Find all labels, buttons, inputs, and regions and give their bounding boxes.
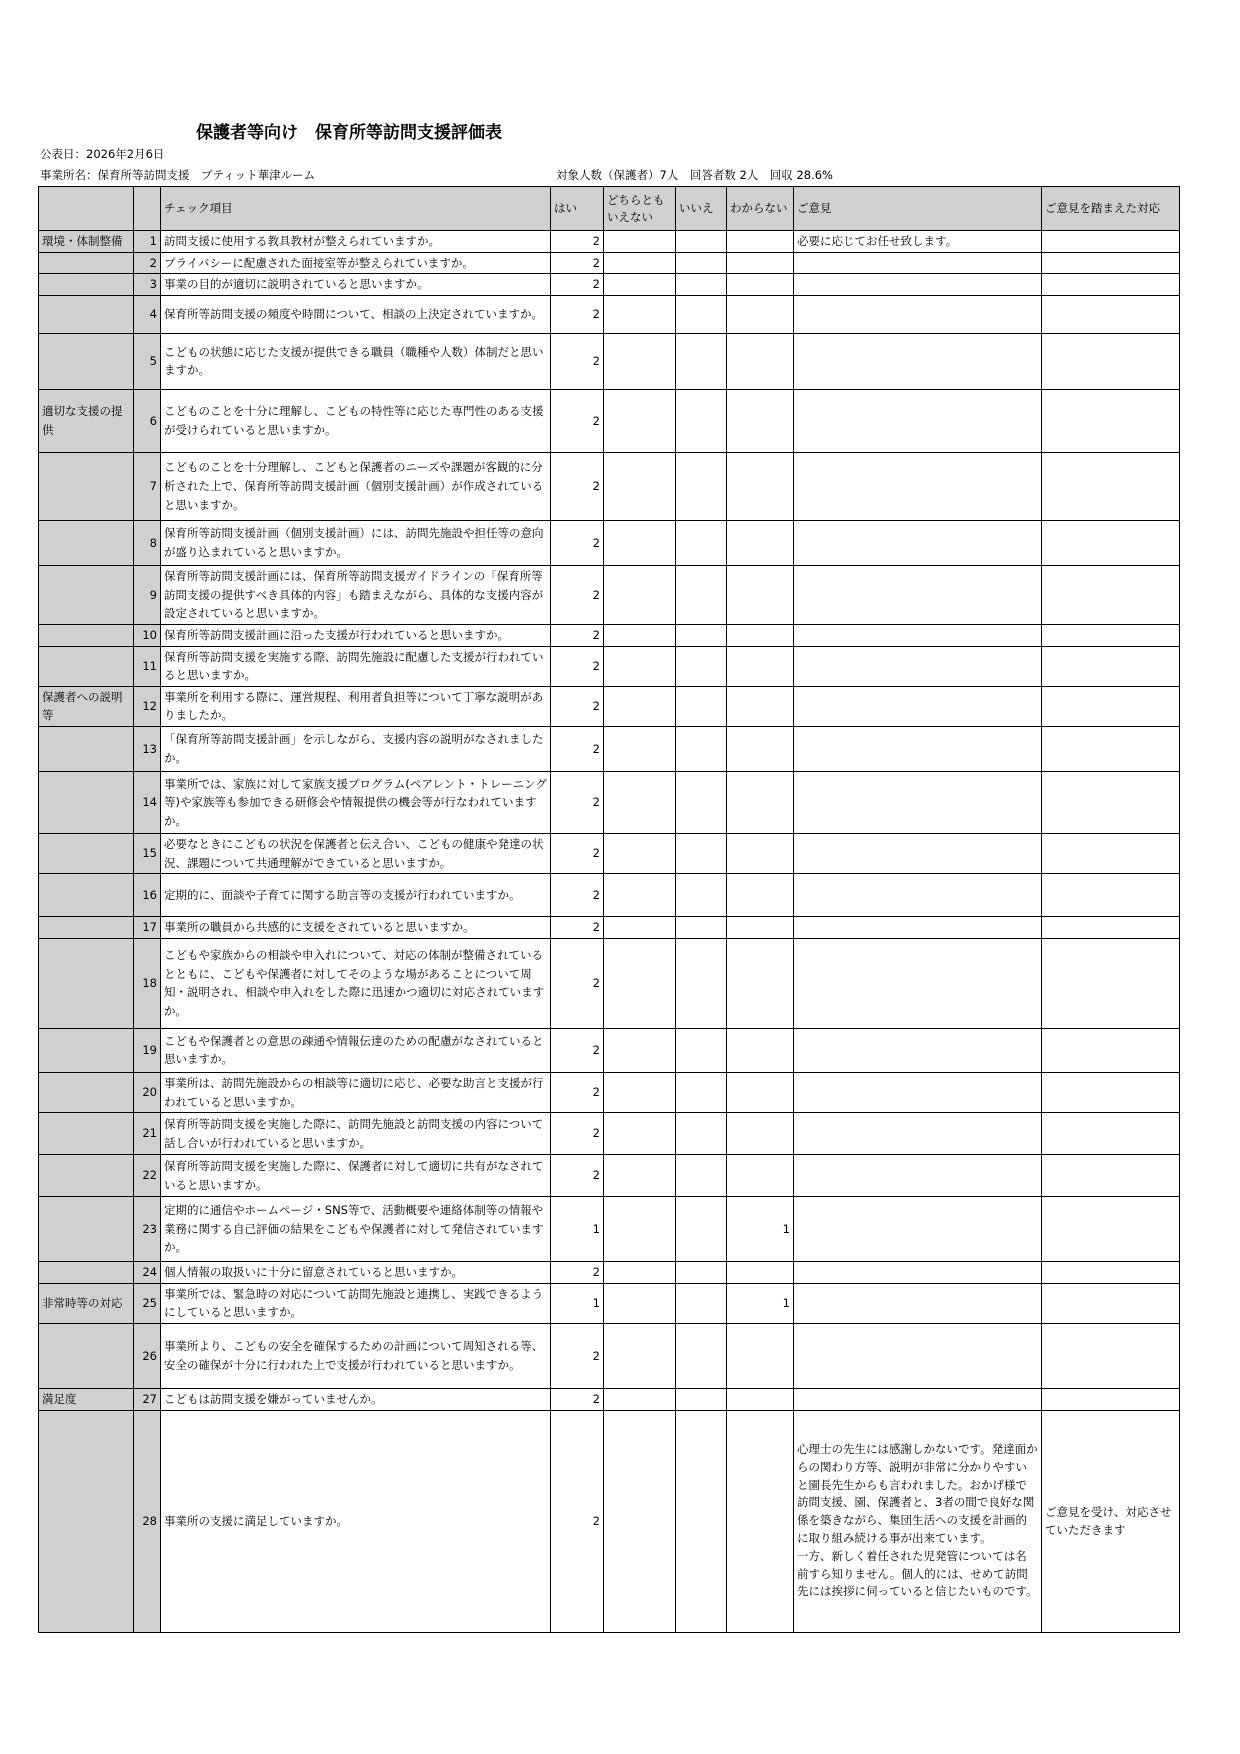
no-count [676,1113,727,1155]
publication-date: 公表日：2026年2月6日 [40,147,165,161]
opinion-text [794,1283,1042,1323]
no-count [676,274,727,296]
table-row [39,1197,1180,1262]
yes-count: 2 [551,1113,604,1155]
yes-count: 1 [551,1197,604,1262]
response-text [1042,252,1180,274]
opinion-text [794,565,1042,624]
neutral-count [604,917,676,939]
no-count [676,389,727,452]
neutral-count [604,624,676,646]
category-cell [39,1028,134,1072]
yes-count: 2 [551,938,604,1028]
yes-count: 2 [551,1262,604,1284]
no-count [676,231,727,253]
item-number: 22 [134,1155,161,1197]
check-item: 訪問支援に使用する教具教材が整えられていますか。 [161,231,551,253]
check-item: こどもは訪問支援を嫌がっていませんか。 [161,1389,551,1411]
response-text [1042,624,1180,646]
check-item: 事業所では、家族に対して家族支援プログラム(ペアレント・トレーニング等)や家族等も参加できる研修会や情報提供の機会等が行なわれていますか。 [161,772,551,834]
response-text [1042,1283,1180,1323]
check-item: こどものことを十分に理解し、こどもの特性等に応じた専門性のある支援が受けられていると思いますか。 [161,389,551,452]
opinion-text [794,1113,1042,1155]
check-item: 保育所等訪問支援計画（個別支援計画）には、訪問先施設や担任等の意向が盛り込まれていると思いますか。 [161,520,551,565]
category-cell [39,917,134,939]
check-item: 事業所を利用する際に、運営規程、利用者負担等について丁寧な説明がありましたか。 [161,686,551,726]
yes-count: 2 [551,1028,604,1072]
check-item: 保育所等訪問支援計画には、保育所等訪問支援ガイドラインの「保育所等訪問支援の提供すべき具体的内容」も踏まえながら、具体的な支援内容が設定されていると思いますか。 [161,565,551,624]
check-item: 保育所等訪問支援の頻度や時間について、相談の上決定されていますか。 [161,295,551,333]
neutral-count [604,1389,676,1411]
opinion-text [794,520,1042,565]
opinion-text: 心理士の先生には感謝しかないです。発達面からの関わり方等、説明が非常に分かりやすいと園長先生からも言われました。おかげ様で訪問支援、園、保護者と、3者の間で良好な関係を築きながら、集団生活への支援を計画的に取り組み続ける事が出来ています。 一方、新しく着任された児発管については名前すら知りません。個人的には、せめて訪問先には挨拶に伺っていると信じたいものです。 [794,1410,1042,1632]
unknown-count [727,686,794,726]
unknown-count [727,1028,794,1072]
category-cell [39,520,134,565]
no-count [676,295,727,333]
unknown-count [727,1155,794,1197]
opinion-text [794,274,1042,296]
table-row [39,917,1180,939]
category-cell [39,565,134,624]
item-number: 4 [134,295,161,333]
table-row [39,1410,1180,1632]
table-row [39,1389,1180,1411]
opinion-text [794,874,1042,917]
opinion-text [794,917,1042,939]
unknown-count [727,389,794,452]
no-count [676,624,727,646]
response-text [1042,686,1180,726]
category-cell [39,1262,134,1284]
category-cell [39,1197,134,1262]
opinion-text [794,1324,1042,1389]
category-cell [39,1113,134,1155]
yes-count: 2 [551,686,604,726]
neutral-count [604,1113,676,1155]
category-cell: 非常時等の対応 [39,1283,134,1323]
item-number: 5 [134,333,161,389]
no-count [676,252,727,274]
no-count [676,1262,727,1284]
neutral-count [604,565,676,624]
yes-count: 2 [551,1410,604,1632]
category-cell: 環境・体制整備 [39,231,134,253]
check-item: 事業の目的が適切に説明されていると思いますか。 [161,274,551,296]
unknown-count [727,727,794,772]
check-item: 事業所の職員から共感的に支援をされていると思いますか。 [161,917,551,939]
opinion-text: 必要に応じてお任せ致します。 [794,231,1042,253]
header-check-item: チェック項目 [161,187,551,231]
no-count [676,772,727,834]
no-count [676,686,727,726]
no-count [676,834,727,874]
category-cell [39,1072,134,1112]
check-item: こどもの状態に応じた支援が提供できる職員（職種や人数）体制だと思いますか。 [161,333,551,389]
check-item: こどもや家族からの相談や申入れについて、対応の体制が整備されているとともに、こどもや保護者に対してそのような場があることについて周知・説明され、相談や申入れをした際に迅速かつ適切に対応されていますか。 [161,938,551,1028]
unknown-count [727,917,794,939]
category-cell [39,274,134,296]
item-number: 15 [134,834,161,874]
response-text [1042,295,1180,333]
no-count [676,1028,727,1072]
check-item: こどものことを十分理解し、こどもと保護者のニーズや課題が客観的に分析された上で、保育所等訪問支援計画（個別支援計画）が作成されていると思いますか。 [161,452,551,520]
office-name: 事業所名：保育所等訪問支援 プティット華津ルーム [40,168,316,182]
table-row [39,1262,1180,1284]
category-cell: 満足度 [39,1389,134,1411]
neutral-count [604,1197,676,1262]
opinion-text [794,646,1042,686]
unknown-count [727,252,794,274]
check-item: こどもや保護者との意思の疎通や情報伝達のための配慮がなされていると思いますか。 [161,1028,551,1072]
item-number: 3 [134,274,161,296]
item-number: 14 [134,772,161,834]
category-cell [39,624,134,646]
item-number: 9 [134,565,161,624]
no-count [676,1324,727,1389]
item-number: 10 [134,624,161,646]
check-item: 個人情報の取扱いに十分に留意されていると思いますか。 [161,1262,551,1284]
yes-count: 2 [551,1155,604,1197]
header-row [39,187,1180,231]
page-title: 保護者等向け 保育所等訪問支援評価表 [196,123,502,143]
opinion-text [794,295,1042,333]
neutral-count [604,389,676,452]
table-row [39,274,1180,296]
response-text [1042,520,1180,565]
yes-count: 2 [551,646,604,686]
check-item: 保育所等訪問支援を実施した際に、訪問先施設と訪問支援の内容について話し合いが行われていると思いますか。 [161,1113,551,1155]
category-cell [39,295,134,333]
response-text [1042,1028,1180,1072]
item-number: 8 [134,520,161,565]
yes-count: 2 [551,252,604,274]
item-number: 17 [134,917,161,939]
item-number: 6 [134,389,161,452]
yes-count: 2 [551,917,604,939]
opinion-text [794,727,1042,772]
no-count [676,646,727,686]
yes-count: 2 [551,1389,604,1411]
table-row [39,1324,1180,1389]
category-cell [39,772,134,834]
table-row [39,231,1180,253]
header-number [134,187,161,231]
opinion-text [794,834,1042,874]
category-cell [39,452,134,520]
table-row [39,938,1180,1028]
unknown-count [727,520,794,565]
item-number: 21 [134,1113,161,1155]
opinion-text [794,1155,1042,1197]
opinion-text [794,1028,1042,1072]
unknown-count [727,295,794,333]
category-cell [39,1155,134,1197]
check-item: 保育所等訪問支援を実施した際に、保護者に対して適切に共有がなされていると思いますか。 [161,1155,551,1197]
table-row [39,565,1180,624]
response-text [1042,1324,1180,1389]
neutral-count [604,1072,676,1112]
unknown-count: 1 [727,1283,794,1323]
neutral-count [604,520,676,565]
unknown-count [727,565,794,624]
check-item: 保育所等訪問支援を実施する際、訪問先施設に配慮した支援が行われていると思いますか。 [161,646,551,686]
response-text [1042,1197,1180,1262]
unknown-count [727,1113,794,1155]
table-row [39,452,1180,520]
neutral-count [604,1283,676,1323]
header-unknown: わからない [727,187,794,231]
header-no: いいえ [676,187,727,231]
unknown-count [727,772,794,834]
yes-count: 2 [551,874,604,917]
item-number: 24 [134,1262,161,1284]
category-cell [39,252,134,274]
item-number: 19 [134,1028,161,1072]
table-row [39,727,1180,772]
opinion-text [794,686,1042,726]
no-count [676,938,727,1028]
neutral-count [604,452,676,520]
item-number: 28 [134,1410,161,1632]
opinion-text [794,252,1042,274]
table-row [39,772,1180,834]
response-text [1042,938,1180,1028]
category-cell [39,834,134,874]
yes-count: 2 [551,520,604,565]
yes-count: 2 [551,231,604,253]
response-text [1042,1113,1180,1155]
category-cell [39,646,134,686]
unknown-count [727,231,794,253]
evaluation-table [38,186,1180,1633]
opinion-text [794,1262,1042,1284]
unknown-count [727,1072,794,1112]
response-text [1042,646,1180,686]
category-cell [39,1324,134,1389]
category-cell [39,938,134,1028]
response-text [1042,1155,1180,1197]
yes-count: 2 [551,727,604,772]
no-count [676,727,727,772]
yes-count: 2 [551,1072,604,1112]
item-number: 23 [134,1197,161,1262]
no-count [676,874,727,917]
neutral-count [604,834,676,874]
category-cell [39,874,134,917]
respondent-summary: 対象人数（保護者）7人 回答者数 2人 回収 28.6% [556,168,833,182]
check-item: 「保育所等訪問支援計画」を示しながら、支援内容の説明がなされましたか。 [161,727,551,772]
response-text [1042,727,1180,772]
response-text [1042,772,1180,834]
header-yes: はい [551,187,604,231]
table-row [39,1113,1180,1155]
table-row [39,646,1180,686]
yes-count: 2 [551,452,604,520]
item-number: 12 [134,686,161,726]
yes-count: 2 [551,772,604,834]
yes-count: 2 [551,333,604,389]
no-count [676,1389,727,1411]
table-row [39,1283,1180,1323]
unknown-count [727,834,794,874]
unknown-count [727,1324,794,1389]
item-number: 13 [134,727,161,772]
neutral-count [604,1262,676,1284]
category-cell [39,1410,134,1632]
check-item: プライバシーに配慮された面接室等が整えられていますか。 [161,252,551,274]
no-count [676,917,727,939]
item-number: 1 [134,231,161,253]
item-number: 26 [134,1324,161,1389]
neutral-count [604,295,676,333]
category-cell: 保護者への説明等 [39,686,134,726]
item-number: 16 [134,874,161,917]
opinion-text [794,452,1042,520]
check-item: 事業所は、訪問先施設からの相談等に適切に応じ、必要な助言と支援が行われていると思いますか。 [161,1072,551,1112]
response-text [1042,834,1180,874]
response-text [1042,274,1180,296]
response-text [1042,389,1180,452]
unknown-count [727,646,794,686]
table-row [39,252,1180,274]
check-item: 事業所の支援に満足していますか。 [161,1410,551,1632]
response-text [1042,565,1180,624]
table-row [39,520,1180,565]
yes-count: 2 [551,295,604,333]
opinion-text [794,1197,1042,1262]
response-text [1042,1262,1180,1284]
table-row [39,1155,1180,1197]
header-opinion: ご意見 [794,187,1042,231]
neutral-count [604,727,676,772]
item-number: 25 [134,1283,161,1323]
unknown-count [727,452,794,520]
yes-count: 2 [551,1324,604,1389]
response-text: ご意見を受け、対応させていただきます [1042,1410,1180,1632]
opinion-text [794,938,1042,1028]
check-item: 必要なときにこどもの状況を保護者と伝え合い、こどもの健康や発達の状況、課題について共通理解ができていると思いますか。 [161,834,551,874]
table-row [39,295,1180,333]
item-number: 18 [134,938,161,1028]
unknown-count [727,333,794,389]
neutral-count [604,646,676,686]
table-row [39,874,1180,917]
response-text [1042,874,1180,917]
category-cell [39,333,134,389]
check-item: 保育所等訪問支援計画に沿った支援が行われていると思いますか。 [161,624,551,646]
no-count [676,1283,727,1323]
table-row [39,389,1180,452]
opinion-text [794,624,1042,646]
neutral-count [604,874,676,917]
no-count [676,520,727,565]
item-number: 2 [134,252,161,274]
check-item: 事業所では、緊急時の対応について訪問先施設と連携し、実践できるようにしていると思いますか。 [161,1283,551,1323]
item-number: 27 [134,1389,161,1411]
neutral-count [604,274,676,296]
neutral-count [604,1324,676,1389]
unknown-count: 1 [727,1197,794,1262]
no-count [676,1410,727,1632]
unknown-count [727,624,794,646]
opinion-text [794,389,1042,452]
yes-count: 2 [551,834,604,874]
yes-count: 2 [551,565,604,624]
yes-count: 2 [551,389,604,452]
response-text [1042,1389,1180,1411]
response-text [1042,452,1180,520]
table-row [39,1028,1180,1072]
unknown-count [727,938,794,1028]
response-text [1042,333,1180,389]
table-row [39,624,1180,646]
category-cell: 適切な支援の提供 [39,389,134,452]
yes-count: 1 [551,1283,604,1323]
no-count [676,1072,727,1112]
no-count [676,333,727,389]
opinion-text [794,1072,1042,1112]
header-response: ご意見を踏まえた対応 [1042,187,1180,231]
check-item: 定期的に、面談や子育てに関する助言等の支援が行われていますか。 [161,874,551,917]
header-category [39,187,134,231]
yes-count: 2 [551,624,604,646]
item-number: 7 [134,452,161,520]
table-row [39,686,1180,726]
unknown-count [727,274,794,296]
neutral-count [604,1155,676,1197]
yes-count: 2 [551,274,604,296]
response-text [1042,1072,1180,1112]
no-count [676,1197,727,1262]
unknown-count [727,874,794,917]
item-number: 11 [134,646,161,686]
category-cell [39,727,134,772]
neutral-count [604,1028,676,1072]
neutral-count [604,772,676,834]
no-count [676,452,727,520]
check-item: 事業所より、こどもの安全を確保するための計画について周知される等、安全の確保が十分に行われた上で支援が行われていると思いますか。 [161,1324,551,1389]
neutral-count [604,231,676,253]
no-count [676,565,727,624]
neutral-count [604,1410,676,1632]
check-item: 定期的に通信やホームページ・SNS等で、活動概要や連絡体制等の情報や業務に関する自己評価の結果をこどもや保護者に対して発信されていますか。 [161,1197,551,1262]
item-number: 20 [134,1072,161,1112]
neutral-count [604,686,676,726]
table-row [39,1072,1180,1112]
opinion-text [794,1389,1042,1411]
opinion-text [794,772,1042,834]
opinion-text [794,333,1042,389]
table-row [39,333,1180,389]
unknown-count [727,1389,794,1411]
header-neutral: どちらとも いえない [604,187,676,231]
no-count [676,1155,727,1197]
neutral-count [604,333,676,389]
neutral-count [604,938,676,1028]
neutral-count [604,252,676,274]
response-text [1042,231,1180,253]
unknown-count [727,1262,794,1284]
table-row [39,834,1180,874]
unknown-count [727,1410,794,1632]
response-text [1042,917,1180,939]
